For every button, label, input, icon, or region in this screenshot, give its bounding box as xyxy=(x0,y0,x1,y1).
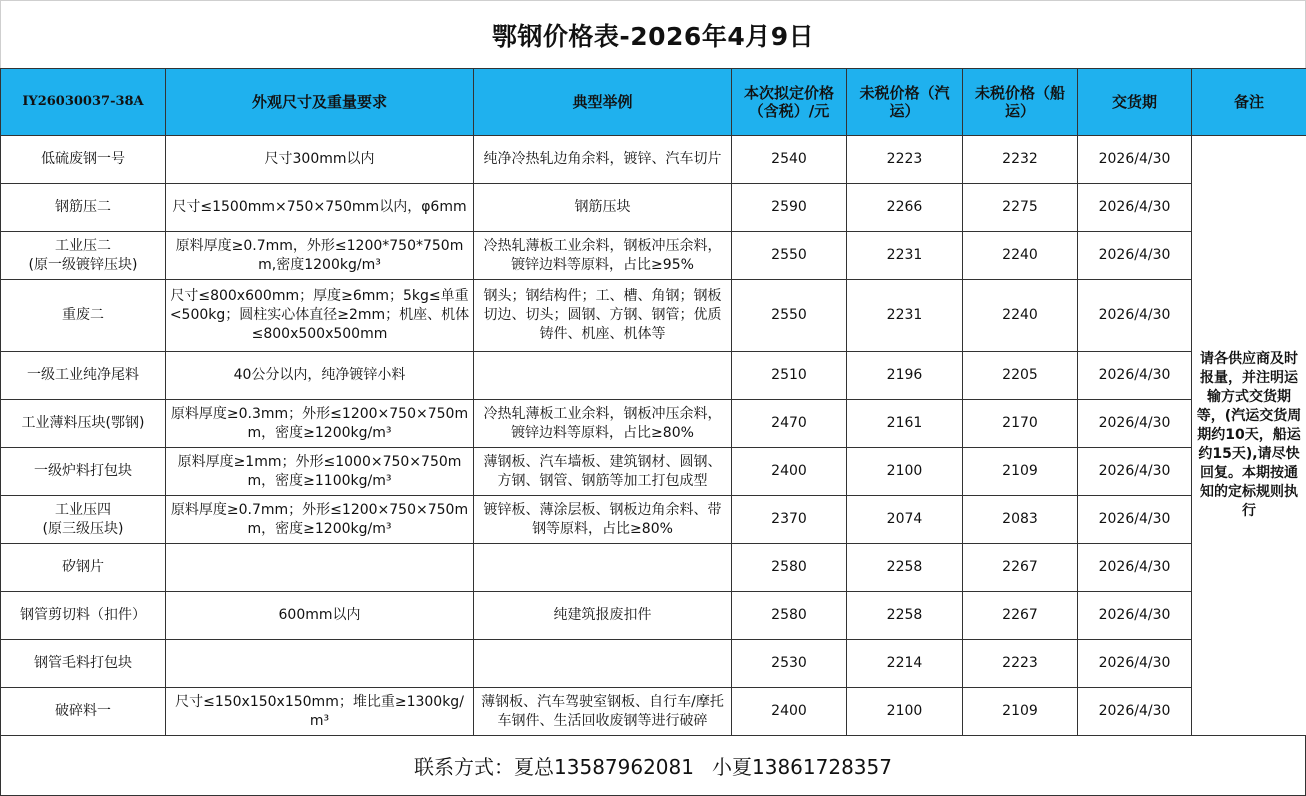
row-price: 2550 xyxy=(732,280,847,352)
row-ship-price: 2275 xyxy=(963,184,1078,232)
table-row xyxy=(1,184,1306,232)
row-price: 2470 xyxy=(732,400,847,448)
table-row xyxy=(1,352,1306,400)
row-delivery: 2026/4/30 xyxy=(1078,136,1192,184)
row-name: 工业压四 (原三级压块) xyxy=(1,496,166,544)
row-delivery: 2026/4/30 xyxy=(1078,400,1192,448)
header-truck-price: 未税价格（汽运） xyxy=(847,69,963,136)
table-row xyxy=(1,592,1306,640)
row-price: 2400 xyxy=(732,688,847,736)
row-spec: 尺寸300mm以内 xyxy=(166,136,474,184)
row-price: 2370 xyxy=(732,496,847,544)
row-truck-price: 2266 xyxy=(847,184,963,232)
row-name: 矽钢片 xyxy=(1,544,166,592)
row-spec xyxy=(166,640,474,688)
table-row xyxy=(1,232,1306,280)
row-delivery: 2026/4/30 xyxy=(1078,544,1192,592)
row-example: 薄钢板、汽车驾驶室钢板、自行车/摩托车钢件、生活回收废钢等进行破碎 xyxy=(474,688,732,736)
row-example: 钢头；钢结构件；工、槽、角钢；钢板切边、切头；圆钢、方钢、钢管；优质铸件、机座、机体等 xyxy=(474,280,732,352)
row-delivery: 2026/4/30 xyxy=(1078,232,1192,280)
table-header-row xyxy=(1,69,1306,136)
contact-person-1: 夏总13587962081 xyxy=(514,755,694,779)
row-ship-price: 2205 xyxy=(963,352,1078,400)
row-name: 钢管毛料打包块 xyxy=(1,640,166,688)
row-truck-price: 2074 xyxy=(847,496,963,544)
row-ship-price: 2240 xyxy=(963,280,1078,352)
row-spec: 原料厚度≥0.7mm，外形≤1200*750*750mm,密度1200kg/m³ xyxy=(166,232,474,280)
row-spec: 尺寸≤150x150x150mm；堆比重≥1300kg/m³ xyxy=(166,688,474,736)
row-name: 破碎料一 xyxy=(1,688,166,736)
row-example: 纯净冷热轧边角余料，镀锌、汽车切片 xyxy=(474,136,732,184)
price-table xyxy=(0,68,1306,736)
row-truck-price: 2161 xyxy=(847,400,963,448)
row-example: 薄钢板、汽车墙板、建筑钢材、圆钢、方钢、钢管、钢筋等加工打包成型 xyxy=(474,448,732,496)
table-row xyxy=(1,280,1306,352)
row-name: 一级工业纯净尾料 xyxy=(1,352,166,400)
table-row xyxy=(1,544,1306,592)
row-price: 2580 xyxy=(732,544,847,592)
row-ship-price: 2170 xyxy=(963,400,1078,448)
row-ship-price: 2109 xyxy=(963,688,1078,736)
row-name: 工业压二 (原一级镀锌压块) xyxy=(1,232,166,280)
header-ship-price: 未税价格（船运） xyxy=(963,69,1078,136)
row-ship-price: 2109 xyxy=(963,448,1078,496)
table-row xyxy=(1,400,1306,448)
row-example: 镀锌板、薄涂层板、钢板边角余料、带钢等原料，占比≥80% xyxy=(474,496,732,544)
row-example: 钢筋压块 xyxy=(474,184,732,232)
row-ship-price: 2083 xyxy=(963,496,1078,544)
header-code: IY26030037-38A xyxy=(1,69,166,136)
contact-person-2: 小夏13861728357 xyxy=(712,755,892,779)
row-truck-price: 2258 xyxy=(847,592,963,640)
row-example: 冷热轧薄板工业余料，钢板冲压余料，镀锌边料等原料，占比≥80% xyxy=(474,400,732,448)
remark-note: 请各供应商及时报量，并注明运输方式交货期等，(汽运交货周期约10天，船运约15天),请尽快回复。本期按通知的定标规则执行 xyxy=(1192,136,1306,736)
row-delivery: 2026/4/30 xyxy=(1078,352,1192,400)
row-delivery: 2026/4/30 xyxy=(1078,280,1192,352)
row-delivery: 2026/4/30 xyxy=(1078,640,1192,688)
table-row xyxy=(1,640,1306,688)
row-truck-price: 2214 xyxy=(847,640,963,688)
row-price: 2400 xyxy=(732,448,847,496)
row-example: 纯建筑报废扣件 xyxy=(474,592,732,640)
row-example xyxy=(474,640,732,688)
row-delivery: 2026/4/30 xyxy=(1078,184,1192,232)
row-truck-price: 2100 xyxy=(847,688,963,736)
row-example xyxy=(474,352,732,400)
row-truck-price: 2196 xyxy=(847,352,963,400)
header-price: 本次拟定价格（含税）/元 xyxy=(732,69,847,136)
row-example: 冷热轧薄板工业余料，钢板冲压余料，镀锌边料等原料，占比≥95% xyxy=(474,232,732,280)
header-remark: 备注 xyxy=(1192,69,1306,136)
row-ship-price: 2232 xyxy=(963,136,1078,184)
row-ship-price: 2240 xyxy=(963,232,1078,280)
contact-label-and-person1 xyxy=(414,751,694,780)
row-spec xyxy=(166,544,474,592)
row-spec: 尺寸≤1500mm×750×750mm以内，φ6mm xyxy=(166,184,474,232)
header-delivery: 交货期 xyxy=(1078,69,1192,136)
row-truck-price: 2258 xyxy=(847,544,963,592)
row-delivery: 2026/4/30 xyxy=(1078,448,1192,496)
row-truck-price: 2231 xyxy=(847,232,963,280)
row-truck-price: 2100 xyxy=(847,448,963,496)
row-spec: 600mm以内 xyxy=(166,592,474,640)
row-price: 2510 xyxy=(732,352,847,400)
row-ship-price: 2267 xyxy=(963,592,1078,640)
row-ship-price: 2267 xyxy=(963,544,1078,592)
row-name: 钢筋压二 xyxy=(1,184,166,232)
row-truck-price: 2231 xyxy=(847,280,963,352)
row-truck-price: 2223 xyxy=(847,136,963,184)
contact-label: 联系方式： xyxy=(414,755,515,779)
row-example xyxy=(474,544,732,592)
row-price: 2550 xyxy=(732,232,847,280)
row-spec: 原料厚度≥1mm；外形≤1000×750×750mm，密度≥1100kg/m³ xyxy=(166,448,474,496)
row-name: 一级炉料打包块 xyxy=(1,448,166,496)
row-spec: 尺寸≤800x600mm；厚度≥6mm；5kg≤单重<500kg；圆柱实心体直径≥2mm；机座、机体≤800x500x500mm xyxy=(166,280,474,352)
table-row xyxy=(1,448,1306,496)
table-row xyxy=(1,688,1306,736)
header-example: 典型举例 xyxy=(474,69,732,136)
table-row xyxy=(1,136,1306,184)
row-delivery: 2026/4/30 xyxy=(1078,592,1192,640)
page-title: 鄂钢价格表-2026年4月9日 xyxy=(0,0,1306,68)
header-spec: 外观尺寸及重量要求 xyxy=(166,69,474,136)
table-row xyxy=(1,496,1306,544)
row-spec: 40公分以内，纯净镀锌小料 xyxy=(166,352,474,400)
row-name: 工业薄料压块(鄂钢) xyxy=(1,400,166,448)
row-delivery: 2026/4/30 xyxy=(1078,496,1192,544)
row-price: 2530 xyxy=(732,640,847,688)
row-price: 2580 xyxy=(732,592,847,640)
row-name: 钢管剪切料（扣件） xyxy=(1,592,166,640)
row-name: 重废二 xyxy=(1,280,166,352)
row-spec: 原料厚度≥0.7mm；外形≤1200×750×750mm，密度≥1200kg/m³ xyxy=(166,496,474,544)
row-ship-price: 2223 xyxy=(963,640,1078,688)
row-price: 2540 xyxy=(732,136,847,184)
row-delivery: 2026/4/30 xyxy=(1078,688,1192,736)
contact-footer xyxy=(0,736,1306,796)
row-name: 低硫废钢一号 xyxy=(1,136,166,184)
row-price: 2590 xyxy=(732,184,847,232)
row-spec: 原料厚度≥0.3mm；外形≤1200×750×750mm，密度≥1200kg/m³ xyxy=(166,400,474,448)
